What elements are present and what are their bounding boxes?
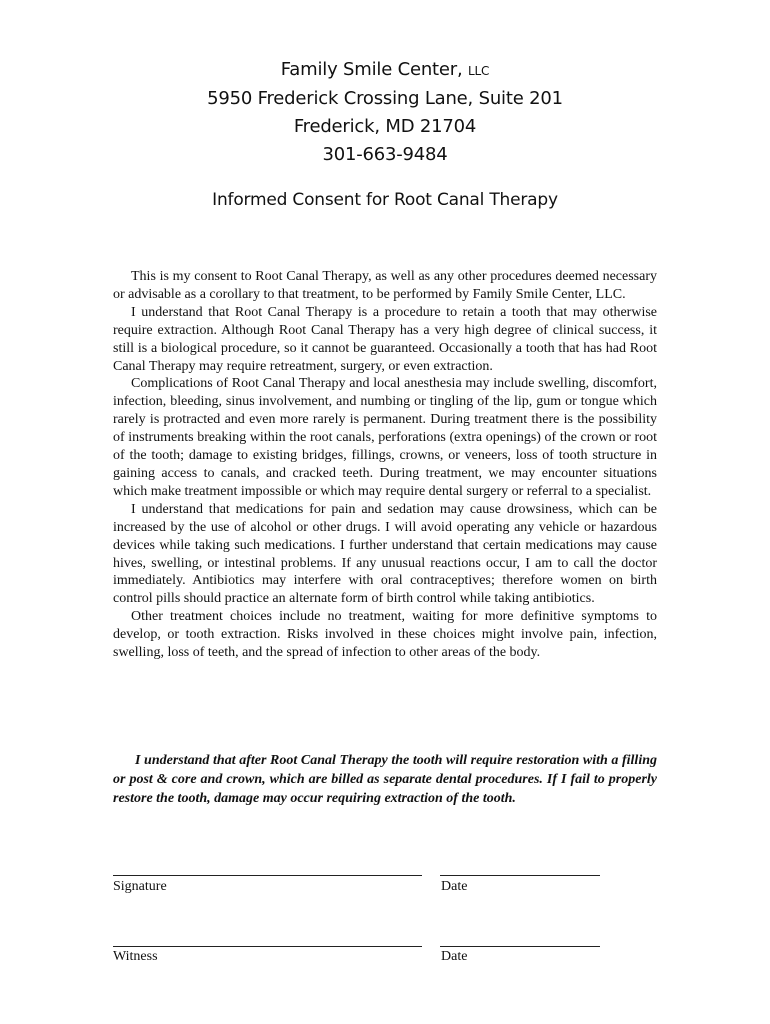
- address-line-2: Frederick, MD 21704: [293, 116, 477, 137]
- company-suffix: LLC: [468, 64, 490, 78]
- consent-body: [113, 268, 657, 662]
- signature-date-line[interactable]: [440, 875, 600, 876]
- phone-number: 301-663-9484: [322, 144, 448, 165]
- paragraph-procedure: I understand that Root Canal Therapy is a procedure to retain a tooth that may otherwise require extraction. Although Root Canal Therapy has a very high degree of clinical success, it still is a biological procedure, so it cannot be guaranteed. Occasionally a tooth that has had Root Canal Therapy may require retreatment, surgery, or even extraction.: [113, 304, 657, 374]
- paragraph-complications: Complications of Root Canal Therapy and local anesthesia may include swelling, discomfort, infection, bleeding, sinus involvement, and numbing or tingling of the lip, gum or tongue which rarely is protracted and even more rarely is permanent. During treatment there is the possibility of instruments breaking within the root canals, perforations (extra openings) of the crown or root of the tooth; damage to existing bridges, fillings, crowns, or veneers, loss of tooth structure in gaining access to canals, and cracked teeth. During treatment, we may encounter situations which make treatment impossible or which may require dental surgery or referral to a specialist.: [113, 376, 657, 499]
- restoration-notice: [113, 751, 657, 808]
- witness-label: Witness: [113, 949, 158, 964]
- restoration-notice-text: I understand that after Root Canal Therapy the tooth will require restoration with a filling or post & core and crown, which are billed as separate dental procedures. If I fail to properly restore the tooth, damage may occur requiring extraction of the tooth.: [113, 753, 657, 806]
- signature-date-label: Date: [441, 879, 468, 894]
- witness-date-label: Date: [441, 949, 468, 964]
- paragraph-alternatives: Other treatment choices include no treatment, waiting for more definitive symptoms to develop, or tooth extraction. Risks involved in these choices might involve pain, infection, swelling, loss of teeth, and the spread of infection to other areas of the body.: [113, 609, 657, 661]
- witness-date-line[interactable]: [440, 946, 600, 947]
- address-line-1: 5950 Frederick Crossing Lane, Suite 201: [207, 88, 563, 109]
- paragraph-consent: This is my consent to Root Canal Therapy, as well as any other procedures deemed necessary or advisable as a corollary to that treatment, to be performed by Family Smile Center, LLC.: [113, 269, 657, 302]
- company-name: Family Smile Center,: [280, 59, 463, 80]
- paragraph-medications: I understand that medications for pain and sedation may cause drowsiness, which can be increased by the use of alcohol or other drugs. I will avoid operating any vehicle or hazardous devices while taking such medications. I further understand that certain medications may cause hives, swelling, or intestinal problems. If any unusual reactions occur, I am to call the doctor immediately. Antibiotics may interfere with oral contraceptives; therefore women on birth control pills should practice an alternate form of birth control while taking antibiotics.: [113, 501, 657, 607]
- practice-header: [0, 56, 770, 169]
- signature-label: Signature: [113, 879, 167, 894]
- witness-line[interactable]: [113, 946, 422, 947]
- company-name-line: [0, 56, 770, 85]
- document-title: Informed Consent for Root Canal Therapy: [212, 190, 558, 210]
- signature-line[interactable]: [113, 875, 422, 876]
